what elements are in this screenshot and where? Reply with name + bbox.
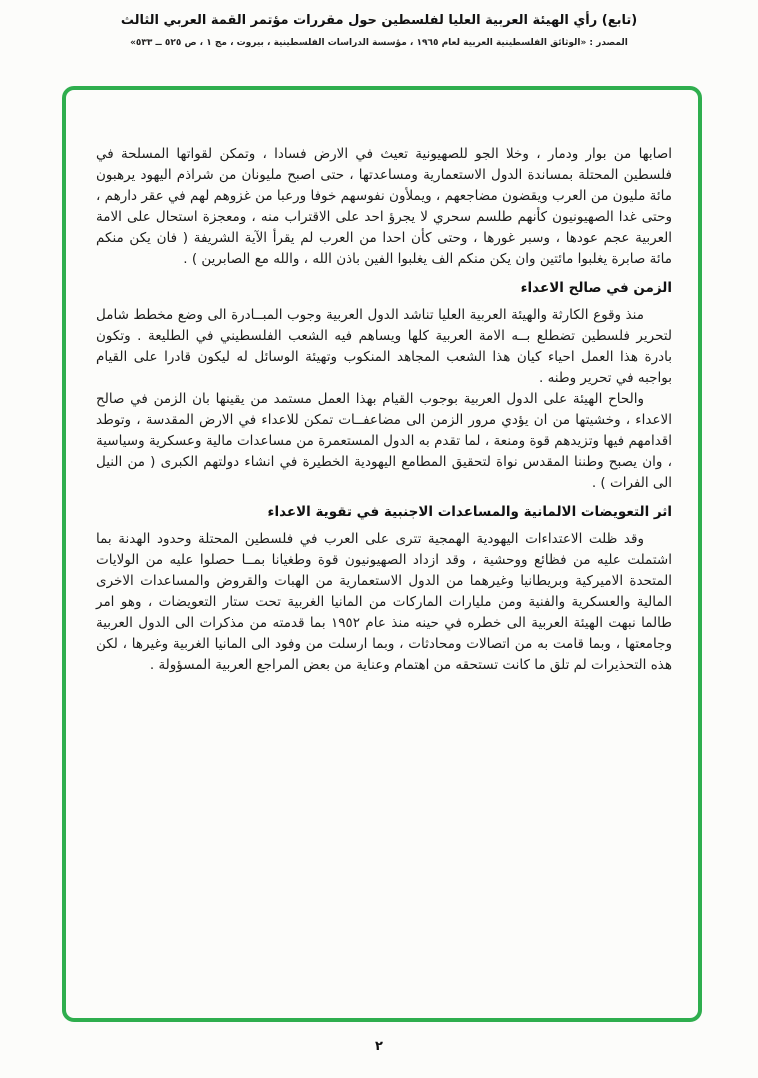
paragraph-continuation: اصابها من بوار ودمار ، وخلا الجو للصهيونية تعيث في الارض فسادا ، وتمكن لقواتها المسلحة في فلسطين المحتلة بمساندة الدول الاستعمارية ومساعدتها ، حتى اصبح مليونان من شراذم اليهود يرهبون مائة مليون من العرب ويقضون مضاجعهم ، ويملأون نفوسهم خوفا ورعبا من غزوهم لهم في عقر دارهم ، وحتى غدا الصهيونيون كأنهم طلسم سحري لا يجرؤ احد على الاقتراب منه ، ومعجزة استحال على الامة العربية عجم عودها ، وسبر غورها ، وحتى كأن احدا من العرب لم يقرأ الآية الشريفة ( فان يكن منكم مائة صابرة يغلبوا مائتين وان يكن منكم الف يغلبوا الفين باذن الله ، والله مع الصابرين ) . xyxy=(96,146,672,267)
section-heading-time-favors-enemies: الزمن في صالح الاعداء xyxy=(520,280,672,296)
paragraph: وقد ظلت الاعتداءات اليهودية الهمجية تترى على العرب في فلسطين المحتلة وحدود الهدنة بما اشتملت عليه من فظائع ووحشية ، وقد ازداد الصهيونيون قوة وطغيانا بمــا حصلوا عليه من الولايات المتحدة الاميركية وبريطانيا وغيرهما من الدول الاستعمارية من الهبات والقروض والمساعدات الاخرى المالية والعسكرية والفنية ومن مليارات الماركات من المانيا الغربية تحت ستار التعويضات ، وهو امر طالما نبهت الهيئة العربية الى خطره في حينه منذ عام ١٩٥٢ بما قدمته من مذكرات الى الدول العربية وجامعتها ، وبما قامت به من اتصالات ومحادثات ، وبما ارسلت من وفود الى المانيا الغربية وغيرها ، لكن هذه التحذيرات لم تلق ما كانت تستحقه من اهتمام وعناية من بعض المراجع العربية المسؤولة . xyxy=(96,531,673,673)
paragraph: والحاح الهيئة على الدول العربية بوجوب القيام بهذا العمل مستمد من يقينها بان الزمن في صالح الاعداء ، وخشيتها من ان يؤدي مرور الزمن الى مضاعفــات تمكن للاعداء في الارض المقدسة ، وتوطد اقدامهم فيها وتزيدهم قوة ومنعة ، لما تقدم به الدول المستعمرة من مساعدات مالية وعسكرية وسياسية ، وان يصبح وطننا المقدس نواة لتحقيق المطامع اليهودية الخطيرة في انشاء دولتهم الكبرى ( من النيل الى الفرات ) . xyxy=(96,391,672,491)
document-body xyxy=(66,90,698,676)
page-number: ٢ xyxy=(375,1039,383,1054)
document-frame xyxy=(62,86,702,1022)
document-header xyxy=(0,0,758,48)
source-line: المصدر : «الوثائق الفلسطينية العربية لعام ١٩٦٥ ، مؤسسة الدراسات الفلسطينية ، بيروت ، مج ١ ، ص ٥٢٥ ــ ٥٣٣» xyxy=(130,38,628,48)
paragraph: منذ وقوع الكارثة والهيئة العربية العليا تناشد الدول العربية وجوب المبــادرة الى وضع مخطط شامل لتحرير فلسطين تضطلع بــه الامة العربية كلها ويساهم فيه الشعب الفلسطيني في الطليعة . وتكون بادرة هذا العمل احياء كيان هذا الشعب المجاهد المنكوب وتهيئة الوسائل له ليكون قادرا على القيام بواجبه في تحرير وطنه . xyxy=(96,307,672,386)
section-heading-german-reparations: اثر التعويضات الالمانية والمساعدات الاجنبية في تقوية الاعداء xyxy=(267,504,672,520)
page-title: (تابع) رأي الهيئة العربية العليا لفلسطين حول مقررات مؤتمر القمة العربي الثالث xyxy=(120,13,638,28)
